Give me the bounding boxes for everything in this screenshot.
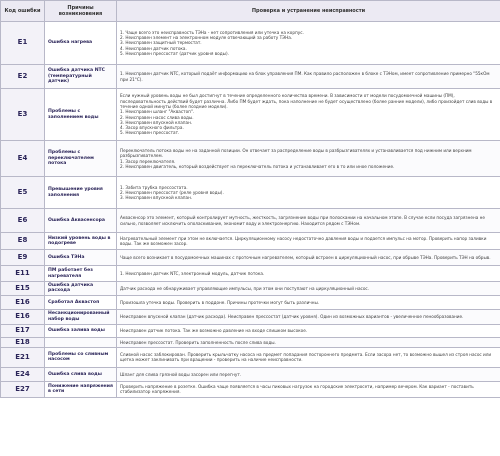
error-check-fix xyxy=(117,65,500,89)
error-check-fix xyxy=(117,337,500,347)
check-line: 2. Неисправен двигатель, который воздействует на переключатель потока и устанавливает его в то или иное положение. xyxy=(120,163,395,169)
check-line: Неисправен прессостат. Проверить заполненность после слива воды. xyxy=(120,339,276,345)
error-cause: Ошибка датчика NTC (температурный датчик) xyxy=(45,65,117,89)
header-code: Код ошибки xyxy=(1,1,45,22)
error-code: E8 xyxy=(1,233,45,250)
header-cause: Причины возникновения xyxy=(45,1,117,22)
check-line: 2. Неисправен элемент на электронном модуле отвечающий за работу ТЭНа. xyxy=(120,35,293,41)
table-row xyxy=(1,324,500,337)
check-line: 2. Неисправен прессостат (реле уровня воды). xyxy=(120,189,224,195)
error-check-fix xyxy=(117,89,500,141)
error-code: E1 xyxy=(1,22,45,65)
error-code: E18 xyxy=(1,337,45,347)
table-row xyxy=(1,89,500,141)
table-row xyxy=(1,65,500,89)
check-line: 4. Неисправен датчик потока. xyxy=(120,45,187,51)
table-row xyxy=(1,295,500,309)
table-row xyxy=(1,250,500,266)
error-code: E5 xyxy=(1,177,45,209)
check-line: 3. Неисправен впускной клапан. xyxy=(120,195,193,201)
check-line: Аквасенсор это элемент, который контролирует мутность, жесткость, загрязнение воды при полоскании на начальном этапе. В случае если посуда загрязнена не сильно, позволяет исключить ополаскивание, экономит воду и электроэнергию. Находится рядом с ТЭНом. xyxy=(120,215,485,226)
error-code: E6 xyxy=(1,209,45,233)
error-cause: Сработал Аквастоп xyxy=(45,295,117,309)
error-check-fix xyxy=(117,209,500,233)
check-line: Неисправен впускной клапан (датчик расхода). Неисправен прессостат (датчик уровня). Один из возможных вариантов - увеличенное пенообразование. xyxy=(120,314,464,320)
error-cause: Ошибка датчика расхода xyxy=(45,282,117,296)
table-row xyxy=(1,233,500,250)
error-cause: Ошибка нагрева xyxy=(45,22,117,65)
check-line: Шланг для слива грязной воды засорен или перегнут. xyxy=(120,371,242,377)
error-check-fix xyxy=(117,233,500,250)
table-row xyxy=(1,22,500,65)
error-check-fix xyxy=(117,295,500,309)
error-cause: Несанкционированный набор воды xyxy=(45,309,117,324)
check-line: 1. Неисправен датчик NTC, электронный модуль, датчик потока. xyxy=(120,270,265,276)
error-code: E24 xyxy=(1,367,45,381)
error-check-fix xyxy=(117,250,500,266)
check-line: Произошла утечка воды. Проверить в поддоне. Причины протечки могут быть различны. xyxy=(120,299,320,305)
error-code: E16 xyxy=(1,309,45,324)
error-cause: Проблемы с заполнением воды xyxy=(45,89,117,141)
check-line: 2. Неисправен насос слива воды. xyxy=(120,114,194,120)
error-code: E27 xyxy=(1,381,45,397)
check-line: Нагревательный элемент при этом не включается. Циркуляционному насосу недостаточно давления воды и подается импульс на мотор. Проверить напор заливки воды. Так же возможен засор. xyxy=(120,235,487,246)
error-code: E21 xyxy=(1,347,45,367)
table-row xyxy=(1,381,500,397)
error-check-fix xyxy=(117,309,500,324)
error-code: E2 xyxy=(1,65,45,89)
error-code: E15 xyxy=(1,282,45,296)
table-body xyxy=(1,22,500,398)
error-code: E9 xyxy=(1,250,45,266)
table-header xyxy=(1,1,500,22)
error-check-fix xyxy=(117,177,500,209)
table-row xyxy=(1,367,500,381)
check-line: 3. Неисправен впускной клапан. xyxy=(120,119,193,125)
check-line: Сливной насос заблокирован. Проверить крыльчатку насоса на предмет попадания постороннего предмета. Если засора нет, то возможно вышел из строя насос или щетка может заклинивать при вращении - проверить на наличие неисправности. xyxy=(120,352,492,363)
check-line: 1. Чаще всего это неисправность ТЭНа - нет сопротивления или утечка на корпус. xyxy=(120,29,304,35)
table-row xyxy=(1,337,500,347)
error-code: E3 xyxy=(1,89,45,141)
table-row xyxy=(1,209,500,233)
error-cause: Понижение напряжения в сети xyxy=(45,381,117,397)
error-check-fix xyxy=(117,367,500,381)
error-cause: Превышение уровня заполнения xyxy=(45,177,117,209)
check-line: Неисправен датчик потока. Так же возможно давление на входе слишком высокое. xyxy=(120,328,308,334)
table-row xyxy=(1,347,500,367)
header-check: Проверка и устранение неисправности xyxy=(117,1,500,22)
check-line: Датчик расхода не обнаруживает управляющие импульсы, при этом они поступают на циркуляционный насос. xyxy=(120,285,370,291)
error-cause: Ошибка слива воды xyxy=(45,367,117,381)
error-check-fix xyxy=(117,22,500,65)
table-row xyxy=(1,309,500,324)
error-check-fix xyxy=(117,347,500,367)
error-code: E17 xyxy=(1,324,45,337)
error-cause: Проблемы со сливным насосом xyxy=(45,347,117,367)
error-code: E16 xyxy=(1,295,45,309)
error-check-fix xyxy=(117,141,500,177)
table-row xyxy=(1,177,500,209)
check-line: Если нужный уровень воды не был достигнут в течение определенного количества времени. В зависимости от модели посудомоечной машины (ПМ), последовательность действий будет различна. Либо ПМ будет ждать, пока наполнение не будет осуществлено (более ранние модели), либо произойдет слив воды в течение одной минуты (более поздние модели). xyxy=(120,93,493,109)
check-line: 4. Засор впускного фильтра. xyxy=(120,125,184,131)
error-check-fix xyxy=(117,282,500,296)
table-row xyxy=(1,282,500,296)
check-line: 1. Неисправен датчик NTC, который подаёт информацию на блок управления ПМ. Как правило расположен в блоке с ТЭНом, имеет сопротивление примерно "55кОм при 21°С). xyxy=(120,71,490,82)
error-code: E4 xyxy=(1,141,45,177)
error-cause: Ошибка залива воды xyxy=(45,324,117,337)
error-cause: Низкий уровень воды в подогреве xyxy=(45,233,117,250)
check-line: 3. Неисправен защитный термостат. xyxy=(120,40,202,46)
check-line: 1. Засор переключателя. xyxy=(120,158,176,164)
table-row xyxy=(1,266,500,282)
error-cause: Ошибка Аквасенсора xyxy=(45,209,117,233)
check-line: 1. Забита трубка прессостата. xyxy=(120,184,188,190)
error-cause: Проблемы с переключателем потока xyxy=(45,141,117,177)
check-line: 5. Неисправен прессостат. xyxy=(120,130,180,136)
check-line: Переключатель потока воды не на заданной позиции. Он отвечает за распределение воды в разбрызгивателях и устанавливается под нижним или верхним разбрызгивателем. xyxy=(120,147,472,159)
error-cause xyxy=(45,337,117,347)
error-code: E11 xyxy=(1,266,45,282)
check-line: Чаще всего возникает в посудомоечных машинах с проточным нагревателем, который встроен в циркуляционный насос, при обрыве ТЭНа. Проверить ТЭН на обрыв. xyxy=(120,254,491,260)
check-line: 5. Неисправен прессостат (датчик уровня воды). xyxy=(120,50,229,56)
error-check-fix xyxy=(117,381,500,397)
error-cause: Ошибка ТЭНа xyxy=(45,250,117,266)
error-cause: ПМ работает без нагревателя xyxy=(45,266,117,282)
table-row xyxy=(1,141,500,177)
check-line: 1. Неисправен шланг "Аквастоп". xyxy=(120,109,195,115)
error-check-fix xyxy=(117,324,500,337)
error-check-fix xyxy=(117,266,500,282)
check-line: Проверить напряжение в розетке. Ошибка чаще появляется в часы пиковых нагрузок на городские электросети, например вечером. Как вариант - поставить стабилизатор напряжения. xyxy=(120,384,474,395)
